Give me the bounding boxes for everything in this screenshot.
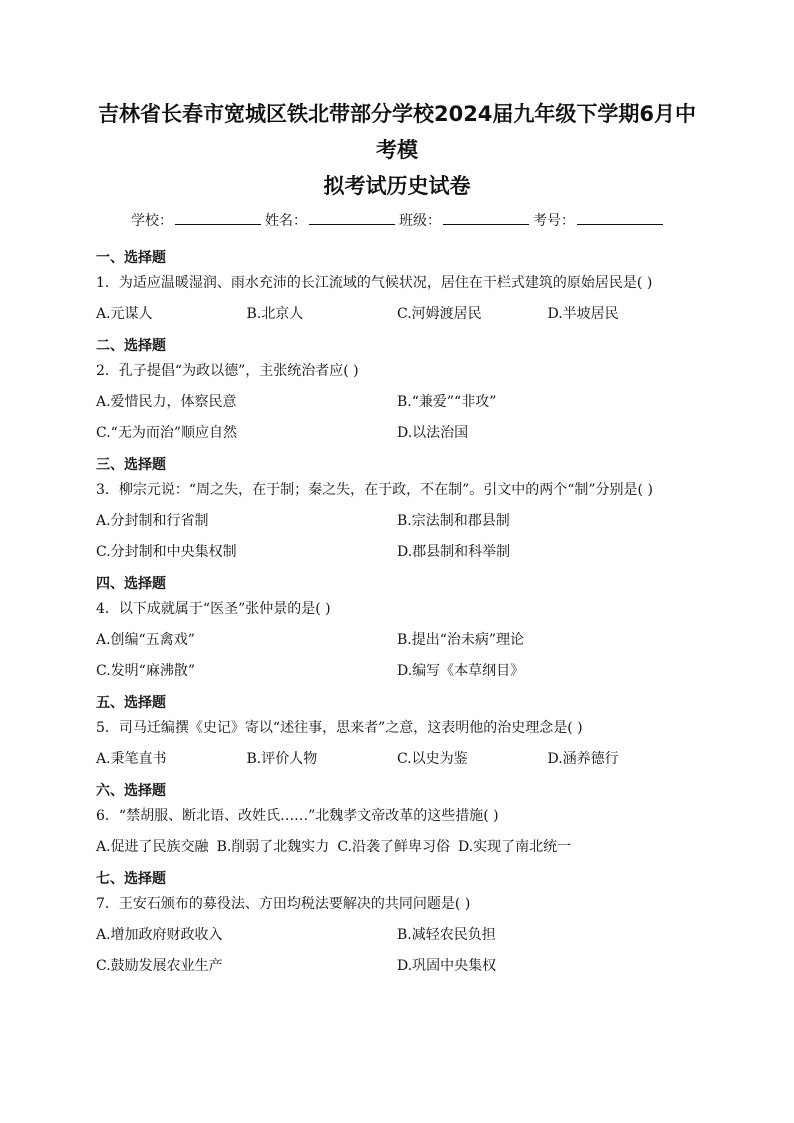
school-field <box>131 206 261 234</box>
section-7 <box>96 869 698 982</box>
option-d[interactable]: D.郡县制和科举制 <box>397 544 511 560</box>
options-6 <box>96 832 698 863</box>
option-a[interactable]: A.秉笔直书 <box>96 751 167 767</box>
options-3 <box>96 506 698 568</box>
section-heading: 六、选择题 <box>96 783 166 799</box>
section-heading: 七、选择题 <box>96 871 166 887</box>
title-line-2: 拟考试历史试卷 <box>323 174 471 198</box>
option-c[interactable]: C.发明“麻沸散” <box>96 663 195 679</box>
name-blank[interactable] <box>309 206 395 225</box>
option-a[interactable]: A.元谋人 <box>96 306 153 322</box>
section-6 <box>96 781 698 863</box>
class-label: 班级： <box>399 213 441 229</box>
number-blank[interactable] <box>577 206 663 225</box>
option-d[interactable]: D.巩固中央集权 <box>397 958 497 974</box>
option-b[interactable]: B.减轻农民负担 <box>397 927 496 943</box>
option-c[interactable]: C.鼓励发展农业生产 <box>96 958 223 974</box>
section-5 <box>96 693 698 775</box>
question-5: 5．司马迁编撰《史记》寄以“述往事，思来者”之意，这表明他的治史理念是( ) <box>96 720 583 736</box>
option-d[interactable]: D.半坡居民 <box>547 306 619 322</box>
option-a[interactable]: A.爱惜民力，体察民意 <box>96 394 237 410</box>
student-info-row <box>96 206 698 234</box>
school-label: 学校： <box>131 213 173 229</box>
option-a[interactable]: A.创编“五禽戏” <box>96 632 195 648</box>
name-label: 姓名： <box>265 213 307 229</box>
option-d[interactable]: D.编写《本草纲目》 <box>397 663 525 679</box>
question-2: 2．孔子提倡“为政以德”，主张统治者应( ) <box>96 363 359 379</box>
question-4: 4．以下成就属于“医圣”张仲景的是( ) <box>96 601 331 617</box>
section-2 <box>96 336 698 449</box>
options-2 <box>96 387 698 449</box>
option-a[interactable]: A.促进了民族交融 <box>96 839 209 855</box>
exam-title <box>96 0 698 204</box>
section-heading: 三、选择题 <box>96 457 166 473</box>
option-c[interactable]: C.河姆渡居民 <box>397 306 482 322</box>
option-b[interactable]: B.削弱了北魏实力 <box>216 839 330 855</box>
question-7: 7．王安石颁布的募役法、方田均税法要解决的共同问题是( ) <box>96 896 471 912</box>
question-1: 1．为适应温暖湿润、雨水充沛的长江流域的气候状况，居住在干栏式建筑的原始居民是( ) <box>96 275 653 291</box>
number-label: 考号： <box>533 213 575 229</box>
class-blank[interactable] <box>443 206 529 225</box>
class-field <box>399 206 529 234</box>
option-c[interactable]: C.“无为而治”顺应自然 <box>96 425 237 441</box>
option-b[interactable]: B.宗法制和郡县制 <box>397 513 510 529</box>
option-b[interactable]: B.“兼爱”“非攻” <box>397 394 497 410</box>
option-c[interactable]: C.以史为鉴 <box>397 751 468 767</box>
option-d[interactable]: D.涵养德行 <box>547 751 619 767</box>
question-3: 3．柳宗元说：“周之失，在于制；秦之失，在于政，不在制”。引文中的两个“制”分别是( ) <box>96 482 653 498</box>
title-line-1: 吉林省长春市宽城区铁北带部分学校2024届九年级下学期6月中考模 <box>97 102 697 162</box>
option-c[interactable]: C.分封制和中央集权制 <box>96 544 237 560</box>
option-b[interactable]: B.评价人物 <box>246 751 318 767</box>
options-5 <box>96 744 698 775</box>
number-field <box>533 206 663 234</box>
options-7 <box>96 920 698 982</box>
section-1 <box>96 248 698 330</box>
option-d[interactable]: D.以法治国 <box>397 425 469 441</box>
option-a[interactable]: A.增加政府财政收入 <box>96 927 223 943</box>
options-1 <box>96 299 698 330</box>
name-field <box>265 206 395 234</box>
question-6: 6．“禁胡服、断北语、改姓氏……”北魏孝文帝改革的这些措施( ) <box>96 808 499 824</box>
section-4 <box>96 574 698 687</box>
section-heading: 二、选择题 <box>96 338 166 354</box>
options-4 <box>96 625 698 687</box>
section-heading: 五、选择题 <box>96 695 166 711</box>
option-a[interactable]: A.分封制和行省制 <box>96 513 209 529</box>
option-b[interactable]: B.提出“治未病”理论 <box>397 632 525 648</box>
section-heading: 四、选择题 <box>96 576 166 592</box>
school-blank[interactable] <box>175 206 261 225</box>
section-heading: 一、选择题 <box>96 250 166 266</box>
option-d[interactable]: D.实现了南北统一 <box>457 839 572 855</box>
section-3 <box>96 455 698 568</box>
option-b[interactable]: B.北京人 <box>246 306 304 322</box>
option-c[interactable]: C.沿袭了鲜卑习俗 <box>337 839 450 855</box>
